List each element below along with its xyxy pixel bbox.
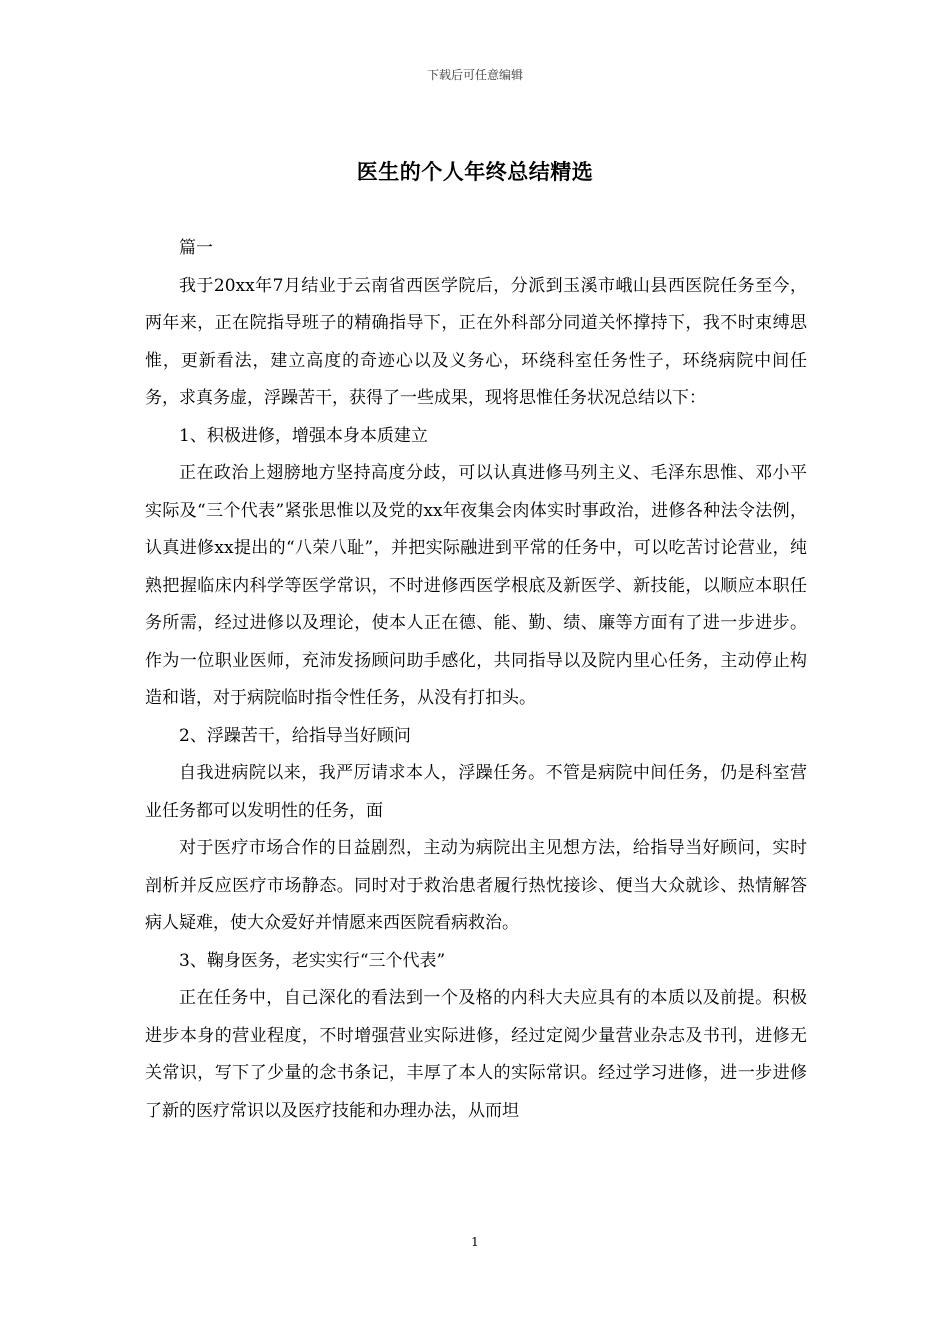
- body-paragraph: 我于20xx年7月结业于云南省西医学院后，分派到玉溪市峨山县西医院任务至今，两年来，正在院指导班子的精确指导下，正在外科部分同道关怀撑持下，我不时束缚思惟，更新看法，建立高度的奇迹心以及义务心，环绕科室任务性子，环绕病院中间任务，求真务虚，浮躁苦干，获得了一些成果，现将思惟任务状况总结以下：: [145, 275, 807, 408]
- section-heading: 2、浮躁苦干，给指导当好顾问: [179, 725, 411, 746]
- section-heading: 篇一: [179, 238, 213, 258]
- body-paragraph: 正在政治上翅膀地方坚持高度分歧，可以认真进修马列主义、毛泽东思惟、邓小平实际及“三个代表”紧张思惟以及党的xx年夜集会肉体实时事政治，进修各种法令法例，认真进修xx提出的“八荣八耻”，并把实际融进到平常的任务中，可以吃苦讨论营业，纯熟把握临床内科学等医学常识，不时进修西医学根底及新医学、新技能，以顺应本职任务所需，经过进修以及理论，使本人正在德、能、勤、绩、廉等方面有了进一步进步。作为一位职业医师，充沛发扬顾问助手感化，共同指导以及院内里心任务，主动停止构造和谐，对于病院临时指令性任务，从没有打扣头。: [145, 463, 807, 708]
- section-heading: 1、积极进修，增强本身本质建立: [179, 425, 428, 446]
- body-paragraph: 对于医疗市场合作的日益剧烈，主动为病院出主见想方法，给指导当好顾问，实时剖析并反应医疗市场静态。同时对于救治患者履行热忱接诊、便当大众就诊、热情解答病人疑难，使大众爱好并情愿来西医院看病救治。: [145, 838, 807, 933]
- section-heading: 3、鞠身医务，老实实行“三个代表”: [179, 950, 446, 971]
- document-body: [145, 230, 807, 1130]
- document-title: 医生的个人年终总结精选: [356, 159, 594, 184]
- body-paragraph: 自我进病院以来，我严厉请求本人，浮躁任务。不管是病院中间任务，仍是科室营业任务都可以发明性的任务，面: [145, 763, 807, 821]
- page-header-note: 下载后可任意编辑: [426, 68, 523, 82]
- body-paragraph: 正在任务中，自己深化的看法到一个及格的内科大夫应具有的本质以及前提。积极进步本身的营业程度，不时增强营业实际进修，经过定阅少量营业杂志及书刊，进修无关常识，写下了少量的念书条记，丰厚了本人的实际常识。经过学习进修，进一步进修了新的医疗常识以及医疗技能和办理办法，从而坦: [145, 988, 807, 1121]
- page-number: 1: [471, 1235, 479, 1249]
